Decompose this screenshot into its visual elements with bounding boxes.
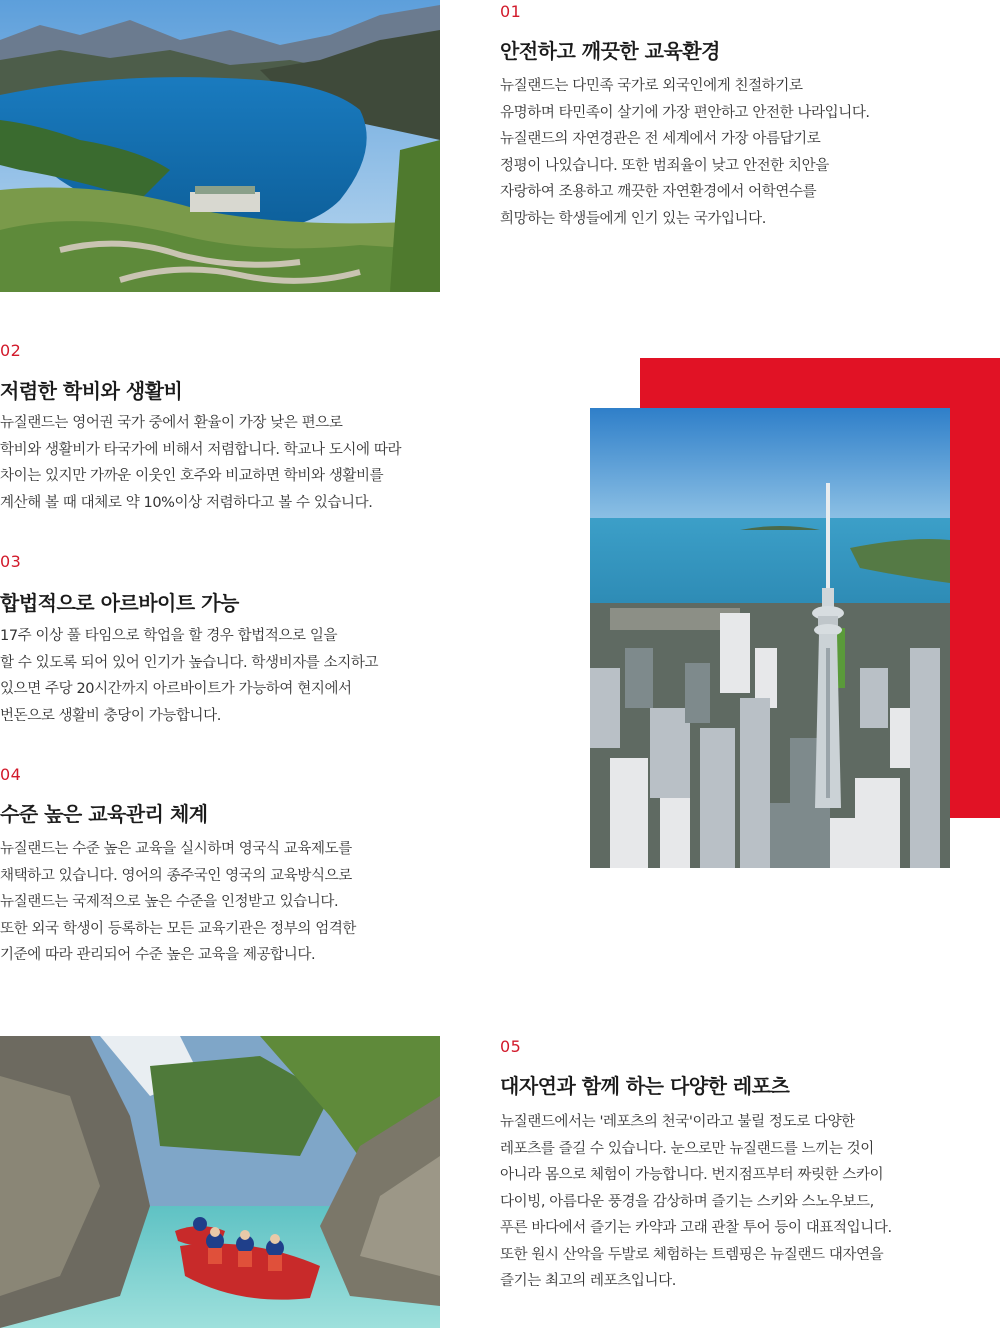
body-line: 계산해 볼 때 대체로 약 10%이상 저렴하다고 볼 수 있습니다.: [0, 494, 373, 511]
body-line: 또한 원시 산악을 두발로 체험하는 트렘핑은 뉴질랜드 대자연을: [500, 1246, 884, 1263]
section-title: 대자연과 함께 하는 다양한 레포츠: [500, 1074, 790, 1098]
lake-landscape-photo: [0, 0, 440, 292]
section-body: [0, 623, 378, 729]
body-line: 희망하는 학생들에게 인기 있는 국가입니다.: [500, 210, 766, 227]
body-line: 기준에 따라 관리되어 수준 높은 교육을 제공합니다.: [0, 947, 316, 963]
body-line: 다이빙, 아름다운 풍경을 감상하며 즐기는 스키와 스노우보드,: [500, 1193, 874, 1210]
body-line: 레포츠를 즐길 수 있습니다. 눈으로만 뉴질랜드를 느끼는 것이: [500, 1140, 874, 1157]
section-body: [0, 836, 356, 969]
section-number: 03: [0, 552, 22, 571]
body-line: 유명하며 타민족이 살기에 가장 편안하고 안전한 나라입니다.: [500, 104, 870, 121]
body-line: 17주 이상 풀 타임으로 학업을 할 경우 합법적으로 일을: [0, 628, 338, 644]
body-line: 아니라 몸으로 체험이 가능합니다. 번지점프부터 짜릿한 스카이: [500, 1167, 884, 1183]
section-body: [0, 410, 401, 516]
body-line: 자랑하여 조용하고 깨끗한 자연환경에서 어학연수를: [500, 184, 817, 200]
body-line: 뉴질랜드는 국제적으로 높은 수준을 인정받고 있습니다.: [0, 894, 339, 910]
section-number: 05: [500, 1037, 522, 1056]
body-line: 정평이 나있습니다. 또한 범죄율이 낮고 안전한 치안을: [500, 157, 829, 174]
body-line: 푸른 바다에서 즐기는 카약과 고래 관찰 투어 등이 대표적입니다.: [500, 1220, 892, 1236]
section-body: [500, 1109, 892, 1295]
body-line: 뉴질랜드는 다민족 국가로 외국인에게 친절하기로: [500, 78, 803, 94]
body-line: 차이는 있지만 가까운 이웃인 호주와 비교하면 학비와 생활비를: [0, 468, 384, 484]
section-number: 02: [0, 341, 22, 360]
body-line: 뉴질랜드는 영어권 국가 중에서 환율이 가장 낮은 편으로: [0, 415, 343, 431]
body-line: 뉴질랜드의 자연경관은 전 세계에서 가장 아름답기로: [500, 131, 821, 147]
river-rafting-photo: [0, 1036, 440, 1328]
section-title: 저렴한 학비와 생활비: [0, 379, 183, 403]
section-title: 수준 높은 교육관리 체계: [0, 802, 208, 826]
section-body: [500, 73, 870, 232]
section-number: 01: [500, 2, 522, 21]
sky-tower-city-photo: [590, 408, 950, 868]
section-title: 합법적으로 아르바이트 가능: [0, 591, 239, 615]
section-number: 04: [0, 765, 22, 784]
body-line: 번돈으로 생활비 충당이 가능합니다.: [0, 707, 221, 724]
body-line: 학비와 생활비가 타국가에 비해서 저렴합니다. 학교나 도시에 따라: [0, 441, 402, 458]
body-line: 즐기는 최고의 레포츠입니다.: [500, 1273, 676, 1289]
body-line: 채택하고 있습니다. 영어의 종주국인 영국의 교육방식으로: [0, 867, 352, 884]
body-line: 뉴질랜드는 수준 높은 교육을 실시하며 영국식 교육제도를: [0, 841, 352, 857]
section-title: 안전하고 깨끗한 교육환경: [500, 39, 720, 63]
body-line: 할 수 있도록 되어 있어 인기가 높습니다. 학생비자를 소지하고: [0, 654, 379, 671]
body-line: 뉴질랜드에서는 '레포츠의 천국'이라고 불릴 정도로 다양한: [500, 1114, 855, 1130]
body-line: 또한 외국 학생이 등록하는 모든 교육기관은 정부의 엄격한: [0, 920, 357, 937]
body-line: 있으면 주당 20시간까지 아르바이트가 가능하여 현지에서: [0, 681, 352, 697]
